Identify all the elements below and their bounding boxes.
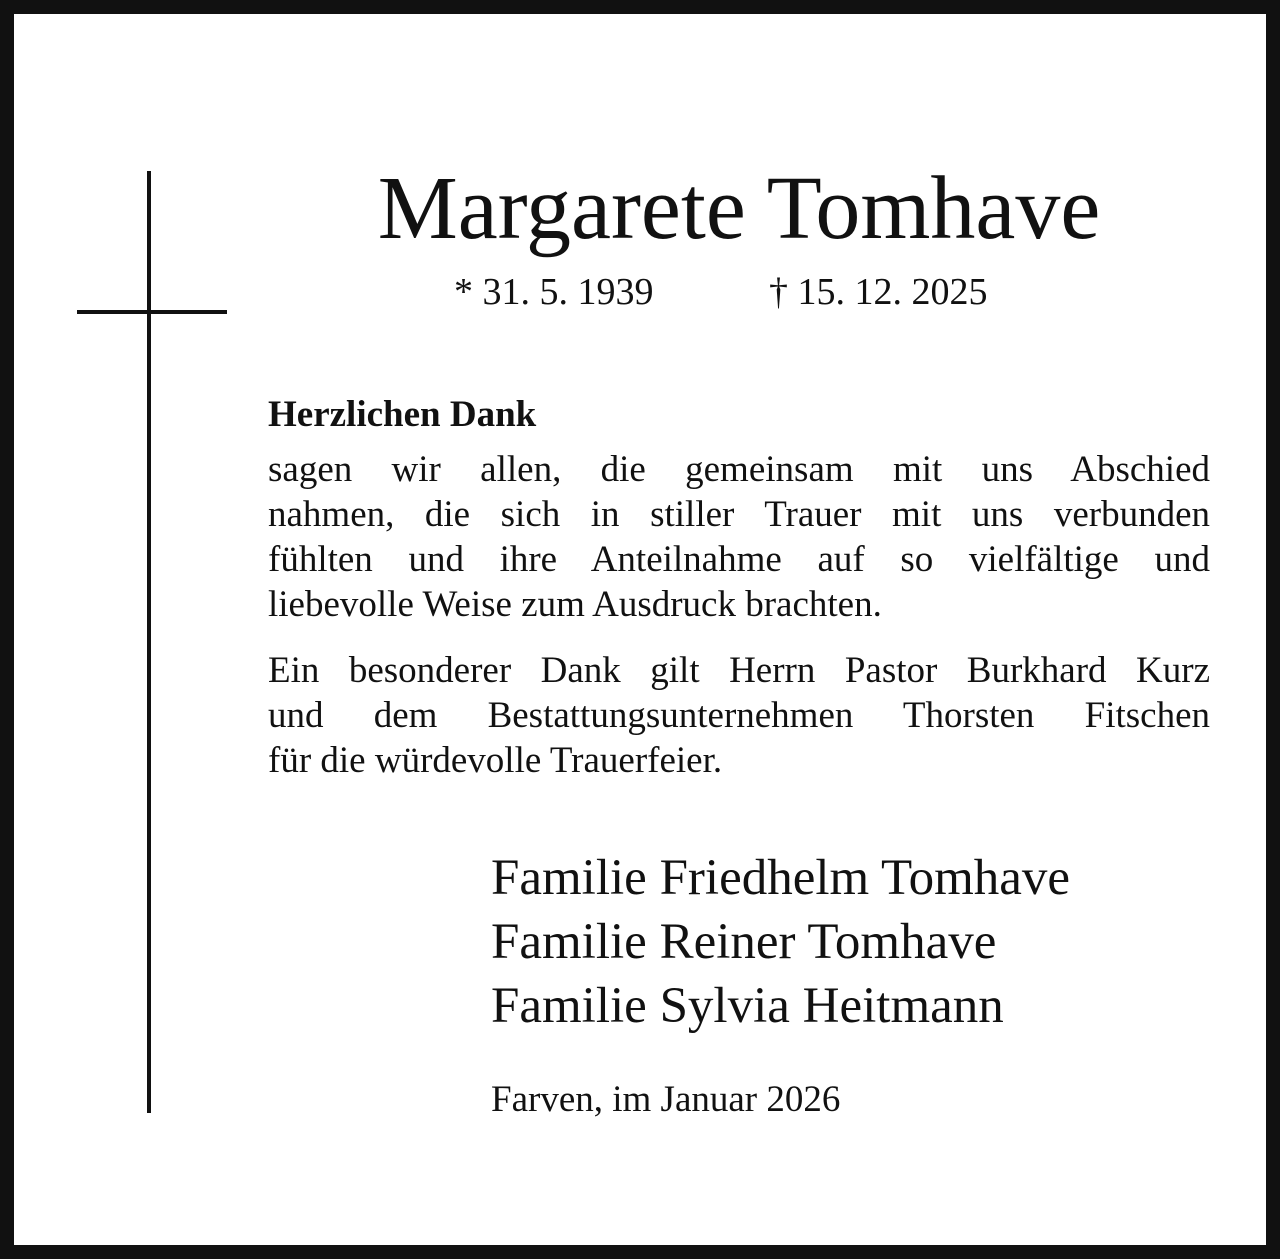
deceased-name: Margarete Tomhave [377,159,1101,258]
place-and-date: Farven, im Januar 2026 [491,1079,841,1120]
paragraph-line: fühlten und ihre Anteilnahme auf so vielfältige und [268,539,1210,580]
paragraph-line: für die würdevolle Trauerfeier. [268,740,723,781]
thanks-paragraph-1 [268,447,1210,627]
paragraph-line: nahmen, die sich in stiller Trauer mit uns verbunden [268,494,1210,535]
cross-horizontal-bar [77,310,227,314]
birth-date: * 31. 5. 1939 [454,271,654,313]
family-name: Familie Reiner Tomhave [491,914,997,970]
paragraph-line: und dem Bestattungsunternehmen Thorsten Fitschen [268,695,1210,736]
death-date: † 15. 12. 2025 [769,271,988,313]
thanks-heading: Herzlichen Dank [268,394,537,435]
paragraph-line: sagen wir allen, die gemeinsam mit uns Abschied [268,449,1210,490]
family-name: Familie Sylvia Heitmann [491,978,1004,1034]
thanks-paragraph-2 [268,648,1210,783]
paragraph-line: Ein besonderer Dank gilt Herrn Pastor Burkhard Kurz [268,650,1210,691]
family-name: Familie Friedhelm Tomhave [491,850,1071,906]
paragraph-line: liebevolle Weise zum Ausdruck brachten. [268,584,882,625]
family-signatures [491,846,1070,1038]
